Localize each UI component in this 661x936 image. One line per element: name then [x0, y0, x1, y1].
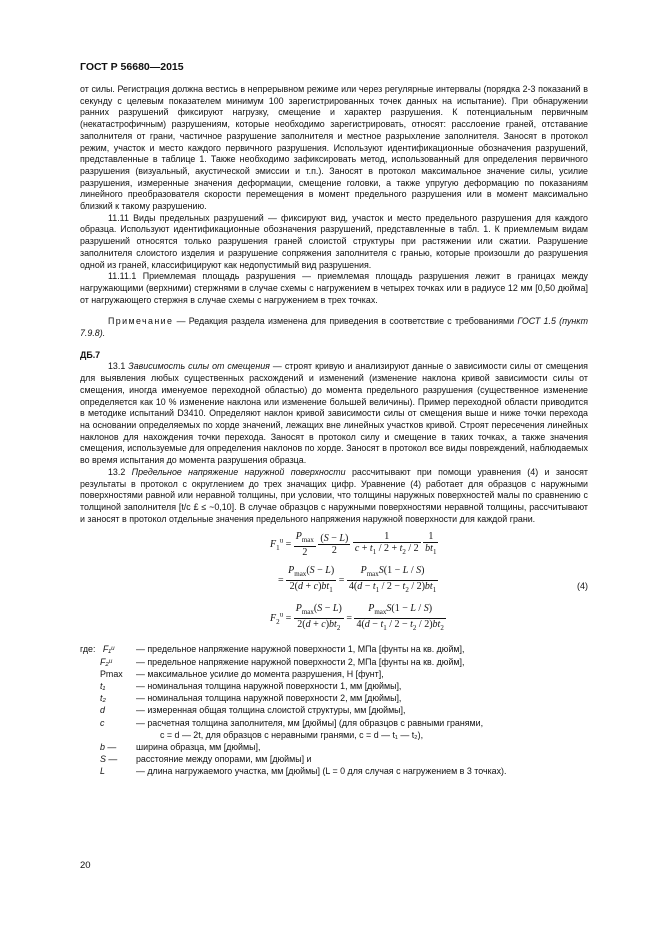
document-body: [80, 84, 588, 778]
equation-line-2: = $\frac{P_{max}(S - L)}{2(d + c)bt_1}$ = $\frac{P_{max}S(1 - L / S)}{4(d - t_1 / 2 - t_2 / 2)bt_1}$: [278, 565, 437, 595]
legend-row: b — ширина образца, мм [дюймы],: [100, 741, 261, 752]
paragraph-1: от силы. Регистрация должна вестись в непрерывном режиме или через регулярные интервалы (порядка 2-3 показаний в секунду с целевым показателем минимум 100 зарегистрированных точек данных на испытание). При обнаружении ранних разрушений фиксируют нагрузку, смещение и характер разрушения. К потенциальным первичным (некатастрофичным) разрушениям, которые необходимо зарегистрировать, относят: расслоение граней, отставание заполнителя от грани, частичное разрушение заполнителя и местное разрыхление заполнителя. Заносят в протокол режим, участок и место каждого первичного разрушения. Используют идентификационные обозначения разрушений, представленные в таблице 1. Также необходимо зафиксировать метод, использованный для определения первичного разрушения (визуальный, акустической эмиссии и т.п.). Заносят в протокол максимальное значение силы, усилие разрушения, измеренные значения деформации, смещение головки, а также упругую деформацию по показаниям линейного преобразователя скорости перемещения в момент предельного разрушения или в момент максимально близкий к такому разрушению.: [80, 84, 588, 212]
legend-row: Pmax — максимальное усилие до момента разрушения, Н [фунт],: [100, 668, 384, 679]
paragraph-11-11: 11.11 Виды предельных разрушений — фиксируют вид, участок и место предельного разрушения для каждого образца. Используют идентификационные обозначения разрушений, представленные в табл. 1. К приемлемым видам разрушений относятся только разрушения граней слоистой структуры при растяжении или сжатии. Разрушение заполнителя слоистого изделия и разрушение сопряжения заполнителя с гранью, которые произошли до разрушения одной из граней, классифицируют как недопустимый вид разрушения.: [80, 212, 588, 270]
legend-row: c = d — 2t, для образцов с неравными гранями, c = d — t₁ — t₂),: [160, 729, 424, 740]
paragraph-13-2: 13.2 Предельное напряжение наружной поверхности рассчитывают при помощи уравнения (4) и заносят результаты в протокол с округлением до трех значащих цифр. Уравнение (4) работает для образцов с наружными поверхностями равной или неравной толщины, при условии, что толщины наружных поверхностей малы по сравнению с толщиной заполнителя [t/c £ ≤ ~0,10]. В случае образцов с наружными поверхностями неравной толщины, рассчитывают и заносят в протокол отдельные значения предельного напряжения наружной поверхности для каждой грани.: [80, 466, 588, 524]
equation-line-3: $F_2^u$ = $\frac{P_{max}(S - L)}{2(d + c)bt_2}$ = $\frac{P_{max}S(1 - L / S)}{4(d - t_1 / 2 - t_2 / 2)bt_2}$: [270, 603, 444, 633]
symbol-legend: [80, 643, 588, 777]
section-heading: ДБ.7: [80, 349, 101, 360]
legend-row: L — длина нагружаемого участка, мм [дюймы] (L = 0 для случая с нагружением в 3 точках).: [100, 766, 507, 777]
legend-row: S — расстояние между опорами, мм [дюймы] и: [100, 754, 312, 765]
equation-4: [80, 529, 588, 641]
paragraph-11-11-1: 11.11.1 Приемлемая площадь разрушения — приемлемая площадь разрушения лежит в границах между нагружающими (верхними) стержнями в случае схемы с нагружением в четырех точках или в радиусе 12 мм [0,50 дюйма] от нагружающего стержня в случае схемы с нагружением в трех точках.: [80, 271, 588, 305]
equation-line-1: $F_1^u$ = $\frac{P_{max}}{2}$ $\frac{(S - L)}{2}$ $\frac{1}{c + t_1 / 2 + t_2 / 2}$ $\frac{1}{bt_1}$: [270, 531, 437, 559]
paragraph-13-1: 13.1 Зависимость силы от смещения — строят кривую и анализируют данные о зависимости силы от смещения для выявления любых существенных расхождений и изменений (изменение наклона кривой зависимости силы от смещения, иногда именуемое переходной областью) до момента предельного разрушения (существенное изменение определяется как 10 % изменение наклона или изменение большей величины). Пример переходной области приводится в методике испытаний D3410. Определяют наклон кривой зависимости силы от смещения выше и ниже точки перехода на основании определяемых по хорде значений, лежащих вне линейных участков кривой. Строят пересечения линейных наклонов для нахождения точки перехода. Заносят в протокол силу и смещение в таких точках, а также значения смещения, используемые для определения наклонов по хорде. Заносят в протокол все виды повреждений, наблюдаемых во время испытания до момента разрушения образца.: [80, 361, 588, 466]
legend-row: t₁ — номинальная толщина наружной поверхности 1, мм [дюймы],: [100, 680, 402, 691]
page-number: 20: [80, 860, 91, 871]
paragraph-13-2-title: Предельное напряжение наружной поверхности: [131, 466, 346, 477]
equation-number: (4): [577, 581, 588, 592]
legend-row: c — расчетная толщина заполнителя, мм [дюймы] (для образцов с равными гранями,: [100, 717, 484, 728]
note-text: — Редакция раздела изменена для приведения в соответствие с требованиями: [173, 316, 518, 327]
standard-header: ГОСТ Р 56680—2015: [80, 61, 184, 73]
paragraph-13-1-title: Зависимость силы от смещения: [128, 361, 270, 372]
note-label: Примечание: [108, 316, 174, 327]
legend-row: F₂ᵘ — предельное напряжение наружной поверхности 2, МПа [фунты на кв. дюйм],: [100, 656, 465, 667]
note-reference: ГОСТ 1.5 (пункт 7.9.8).: [80, 316, 588, 339]
legend-row: где: F₁ᵘ — предельное напряжение наружной поверхности 1, МПа [фунты на кв. дюйм],: [80, 644, 465, 655]
legend-row: d — измеренная общая толщина слоистой структуры, мм [дюймы],: [100, 705, 406, 716]
legend-row: t₂ — номинальная толщина наружной поверхности 2, мм [дюймы],: [100, 693, 402, 704]
note: [80, 316, 588, 339]
